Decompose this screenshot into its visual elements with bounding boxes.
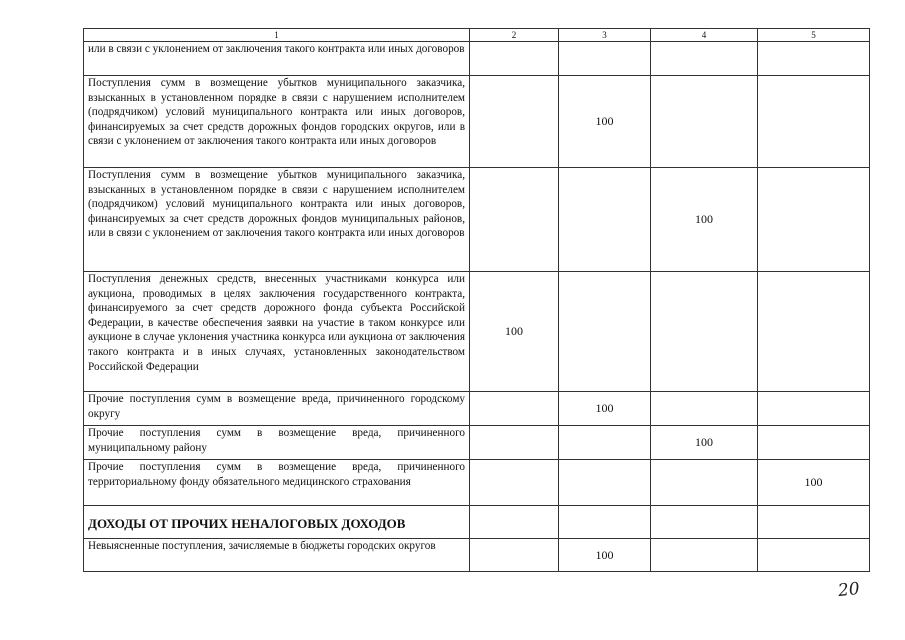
- value-cell-col3: 100: [559, 76, 651, 168]
- value-cell-col4: [651, 392, 758, 426]
- income-description: Поступления сумм в возмещение убытков муниципального заказчика, взысканных в установленном порядке в связи с нарушением исполнителем (подрядчиком) условий муниципального контракта или иных договоров, финансируемых за счет средств дорожных фондов муниципальных районов, или в связи с уклонением от заключения такого контракта или иных договоров: [84, 168, 470, 272]
- value-cell-col5: 100: [758, 460, 870, 506]
- table-row: [84, 426, 870, 460]
- value-cell-col4: [651, 460, 758, 506]
- income-description: Прочие поступления сумм в возмещение вреда, причиненного территориальному фонду обязательного медицинского страхования: [84, 460, 470, 506]
- column-number-cell: 1: [84, 29, 470, 42]
- handwritten-page-number: 20: [837, 578, 861, 602]
- income-description: Поступления сумм в возмещение убытков муниципального заказчика, взысканных в установленном порядке в связи с нарушением исполнителем (подрядчиком) условий муниципального контракта или иных договоров, финансируемых за счет средств дорожных фондов городских округов, или в связи с уклонением от заключения такого контракта или иных договоров: [84, 76, 470, 168]
- income-description: Прочие поступления сумм в возмещение вреда, причиненного муниципальному району: [84, 426, 470, 460]
- value-cell-col4: 100: [651, 426, 758, 460]
- table-row: [84, 392, 870, 426]
- income-description: Поступления денежных средств, внесенных участниками конкурса или аукциона, проводимых в целях заключения государственного контракта, финансируемого за счет средств дорожного фонда субъекта Российской Федерации, в качестве обеспечения заявки на участие в таком конкурсе или аукционе в случае уклонения участника конкурса или аукциона от заключения такого контракта и в иных случаях, установленных законодательством Российской Федерации: [84, 272, 470, 392]
- value-cell-col5: [758, 168, 870, 272]
- value-cell-col3: [559, 426, 651, 460]
- table-row: [84, 76, 870, 168]
- value-cell-col2: [470, 539, 559, 572]
- value-cell-col4: [651, 506, 758, 539]
- table-row: [84, 168, 870, 272]
- value-cell-col2: [470, 168, 559, 272]
- column-number-cell: 4: [651, 29, 758, 42]
- value-cell-col2: [470, 426, 559, 460]
- value-cell-col5: [758, 426, 870, 460]
- value-cell-col5: [758, 539, 870, 572]
- income-description: Невыясненные поступления, зачисляемые в бюджеты городских округов: [84, 539, 470, 572]
- table-row: [84, 42, 870, 76]
- value-cell-col3: 100: [559, 392, 651, 426]
- column-number-row: [84, 29, 870, 42]
- income-description: Прочие поступления сумм в возмещение вреда, причиненного городскому округу: [84, 392, 470, 426]
- value-cell-col2: [470, 76, 559, 168]
- column-number-cell: 5: [758, 29, 870, 42]
- value-cell-col5: [758, 506, 870, 539]
- value-cell-col3: [559, 168, 651, 272]
- value-cell-col2: [470, 42, 559, 76]
- income-description: или в связи с уклонением от заключения такого контракта или иных договоров: [84, 42, 470, 76]
- table-row: [84, 460, 870, 506]
- value-cell-col5: [758, 42, 870, 76]
- value-cell-col3: [559, 42, 651, 76]
- value-cell-col3: 100: [559, 539, 651, 572]
- revenue-distribution-table: [83, 28, 870, 572]
- value-cell-col3: [559, 460, 651, 506]
- value-cell-col5: [758, 76, 870, 168]
- column-number-cell: 2: [470, 29, 559, 42]
- value-cell-col5: [758, 272, 870, 392]
- value-cell-col3: [559, 506, 651, 539]
- value-cell-col2: 100: [470, 272, 559, 392]
- table-row: [84, 272, 870, 392]
- value-cell-col4: [651, 272, 758, 392]
- value-cell-col2: [470, 460, 559, 506]
- value-cell-col3: [559, 272, 651, 392]
- column-number-cell: 3: [559, 29, 651, 42]
- value-cell-col2: [470, 506, 559, 539]
- section-title: ДОХОДЫ ОТ ПРОЧИХ НЕНАЛОГОВЫХ ДОХОДОВ: [84, 506, 470, 539]
- table-row: [84, 539, 870, 572]
- value-cell-col4: [651, 42, 758, 76]
- value-cell-col4: [651, 76, 758, 168]
- value-cell-col4: [651, 539, 758, 572]
- value-cell-col4: 100: [651, 168, 758, 272]
- value-cell-col2: [470, 392, 559, 426]
- section-header-row: [84, 506, 870, 539]
- value-cell-col5: [758, 392, 870, 426]
